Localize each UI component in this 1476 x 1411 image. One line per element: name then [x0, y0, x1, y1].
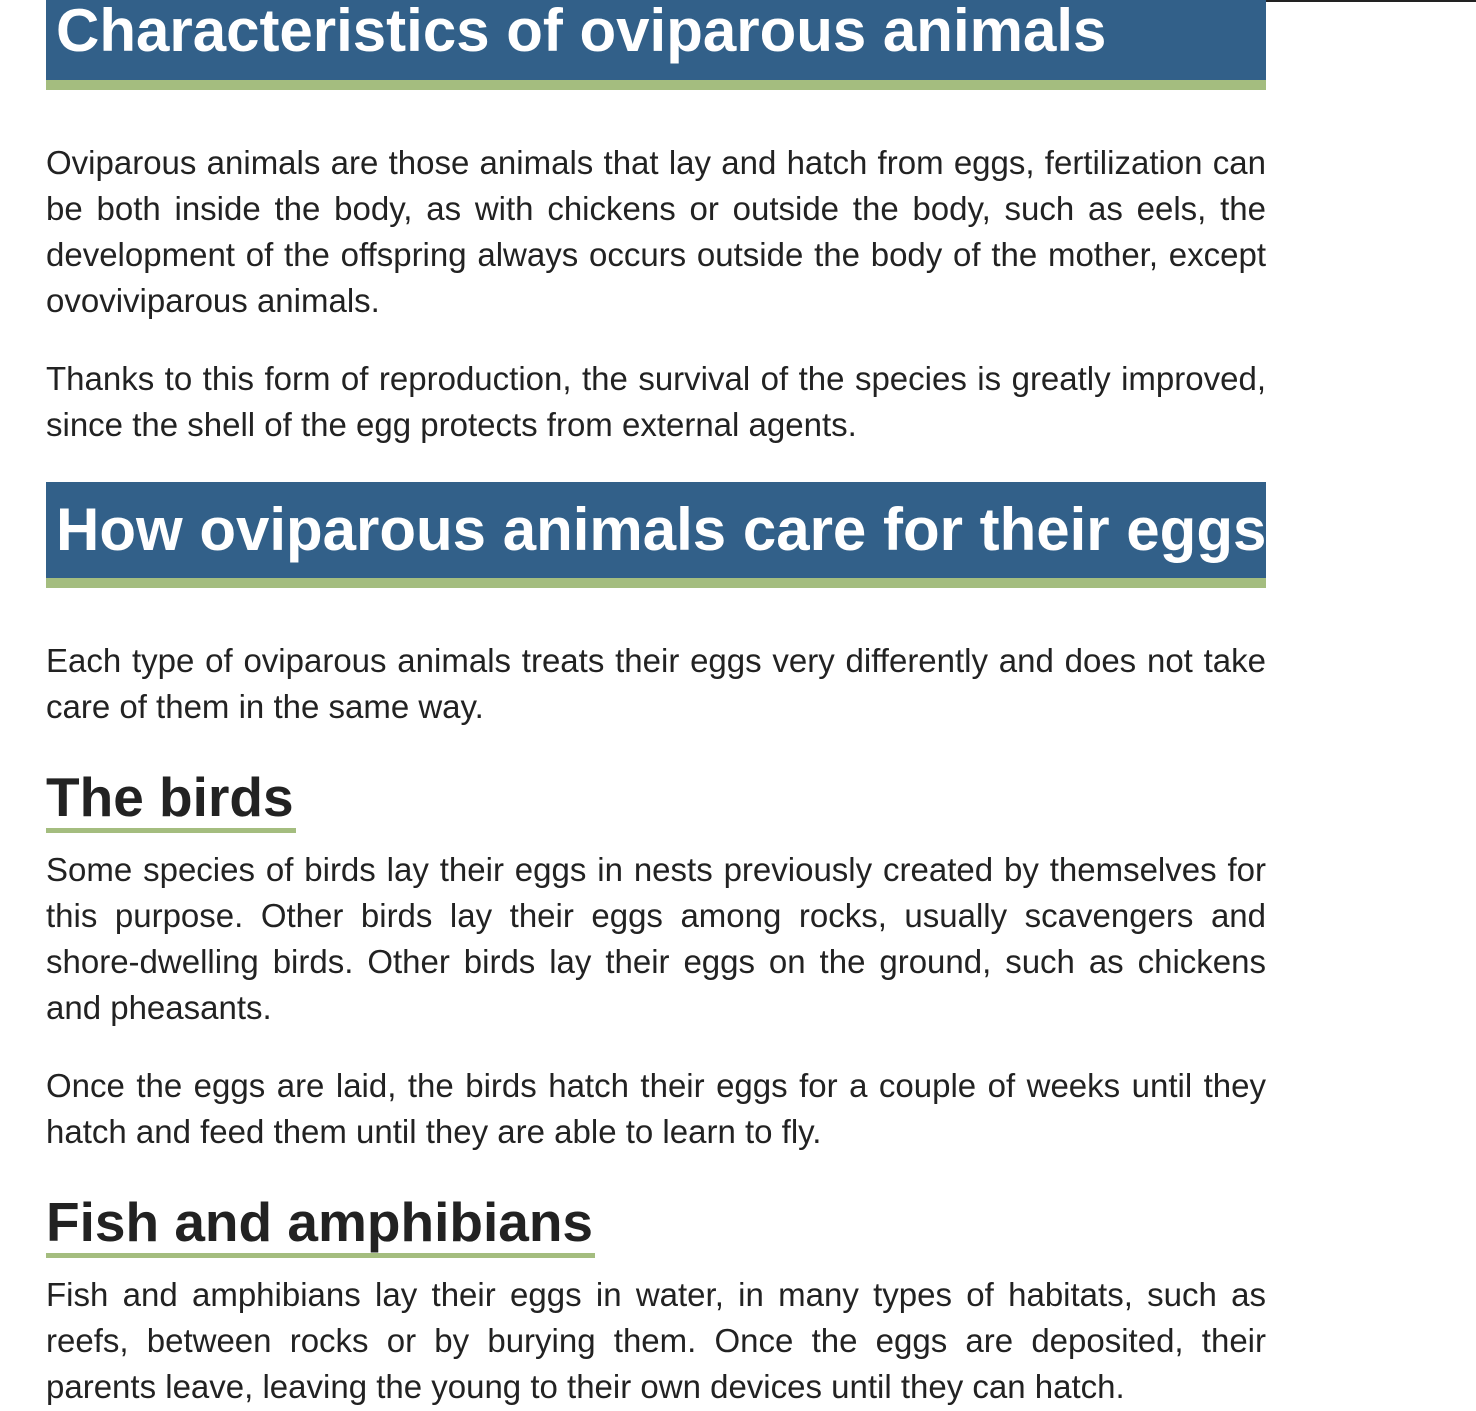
section-heading-egg-care: How oviparous animals care for their eggs [46, 482, 1266, 588]
paragraph-birds-1: Some species of birds lay their eggs in nests previously created by themselves for this purpose. Other birds lay their eggs among rocks, usually scavengers and shore-dwelling birds. Other birds lay their eggs on the ground, such as chickens and pheasants. [46, 850, 1266, 1026]
section-heading-characteristics: Characteristics of oviparous animals [46, 0, 1266, 90]
paragraph-birds-2: Once the eggs are laid, the birds hatch their eggs for a couple of weeks until they hatch and feed them until they are able to learn to fly. [46, 1066, 1266, 1150]
paragraph-fish-1: Fish and amphibians lay their eggs in water, in many types of habitats, such as reefs, between rocks or by burying them. Once the eggs are deposited, their parents leave, leaving the young to their own devices until they can hatch. [46, 1275, 1266, 1405]
subheading-the-birds: The birds [46, 766, 296, 833]
paragraph-characteristics-2: Thanks to this form of reproduction, the survival of the species is greatly improved, since the shell of the egg protects from external agents. [46, 359, 1266, 443]
subheading-fish-and-amphibians: Fish and amphibians [46, 1191, 595, 1258]
article [46, 0, 1266, 1410]
paragraph-egg-care-intro: Each type of oviparous animals treats their eggs very differently and does not take care of them in the same way. [46, 641, 1266, 725]
paragraph-characteristics-1: Oviparous animals are those animals that lay and hatch from eggs, fertilization can be both inside the body, as with chickens or outside the body, such as eels, the development of the offspring always occurs outside the body of the mother, except ovoviviparous animals. [46, 143, 1266, 319]
